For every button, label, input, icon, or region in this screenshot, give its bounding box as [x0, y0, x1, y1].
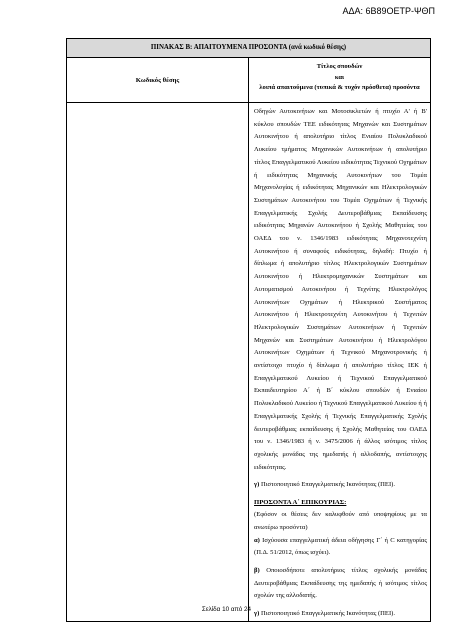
header-line-3: λοιπά απαιτούμενα (τυπικά & τυχόν πρόσθετα) προσόντα	[259, 84, 420, 91]
item-a-label: α)	[254, 536, 260, 544]
requirements-table	[66, 38, 431, 622]
item-g2-text: Πιστοποιητικό Επαγγελματικής Ικανότητας (ΠΕΙ).	[260, 610, 395, 618]
column-header-requirements	[249, 58, 431, 103]
item-b-text: Οποιοσδήποτε απολυτήριος τίτλος σχολικής μονάδας Δευτεροβάθμιας Εκπαίδευσης της ημεδαπής ή ισότιμος τίτλος σχολών της αλλοδαπής.	[254, 566, 427, 600]
main-requirements-text: Οδηγών Αυτοκινήτων και Μοτοσικλετών ή πτυχίο Α' ή Β' κύκλου σπουδών ΤΕΕ ειδικότητας Μηχανών και Συστημάτων Αυτοκινήτου ή απολυτήριο τίτλος Ενιαίου Πολυκλαδικού Λυκείου τμήματος Μηχανικών Αυτοκινήτων ή απολυτήριο τίτλος Επαγγελματικού Λυκείου ειδικότητας Τεχνικού Οχημάτων ή ειδικότητας Μηχανικής Αυτοκινήτων του Τομέα Μηχανολογίας ή ειδικότητας Μηχανικών και Ηλεκτρολογικών Συστημάτων Αυτοκινήτου του Τομέα Οχημάτων ή Τεχνικής Επαγγελματικής Σχολής Δευτεροβάθμιας Εκπαίδευσης ειδικότητας Μηχανών Αυτοκινήτου ή Σχολής Μαθητείας του ΟΑΕΔ του ν. 1346/1983 ειδικότητας Μηχανοτεχνίτη Αυτοκινήτου ή συναφούς ειδικότητας, δηλαδή: Πτυχίο ή δίπλωμα ή απολυτήριο τίτλος Ηλεκτρολογικών Συστημάτων Αυτοκινήτου ή Ηλεκτρομηχανικών Συστημάτων και Αυτοματισμού Αυτοκινήτου ή Τεχνίτης Ηλεκτρολόγος Αυτοκινήτων Οχημάτων ή Ηλεκτρικού Συστήματος Αυτοκινήτου ή Ηλεκτροτεχνίτη Αυτοκινήτου ή Τεχνιτών Ηλεκτρολογικών Συστημάτων Αυτοκινήτων ή Τεχνιτών Μηχανών και Συστημάτων Αυτοκινήτου ή Ηλεκτρολόγου Αυτοκινήτων Οχημάτων ή Τεχνικού Μηχανοτρονικής ή αντίστοιχο πτυχίο ή δίπλωμα ή απολυτήριο τίτλος ΙΕΚ ή Επαγγελματικού Λυκείου ή Τεχνικού Επαγγελματικού Εκπαιδευτηρίου Α΄ ή Β΄ κύκλου σπουδών ή Ενιαίου Πολυκλαδικού Λυκείου ή Τεχνικού Επαγγελματικού Λυκείου ή ή Επαγγελματικής Σχολής ή Τεχνικής Επαγγελματικής Σχολής δευτεροβάθμιας εκπαίδευσης ή Σχολής Μαθητείας του ΟΑΕΔ του ν. 1346/1983 ή ν. 3475/2006 ή άλλος ισότιμος τίτλος σχολικής μονάδας της ημεδαπής ή αλλοδαπής, αντίστοιχης ειδικότητας.	[254, 108, 427, 471]
header-line-1: Τίτλος σπουδών	[316, 63, 363, 70]
auxiliary-section-title: ΠΡΟΣΟΝΤΑ Α΄ ΕΠΙΚΟΥΡΙΑΣ:	[254, 499, 347, 507]
item-a	[254, 535, 427, 560]
ada-code: ΑΔΑ: 6Β89ΟΕΤΡ-ΨΘΠ	[342, 6, 435, 16]
item-b	[254, 565, 427, 603]
item-b-label: β)	[254, 566, 260, 574]
auxiliary-section-note: (Εφόσον οι θέσεις δεν καλυφθούν από υποψηφίους με τα ανωτέρω προσόντα)	[254, 511, 427, 531]
item-g1-text: Πιστοποιητικό Επαγγελματικής Ικανότητας (ΠΕΙ).	[260, 481, 395, 489]
header-line-2: και	[334, 73, 345, 81]
page-footer: Σελίδα 10 από 24	[201, 606, 252, 613]
column-header-code: Κωδικός θέσης	[67, 58, 249, 103]
item-a-text: Ισχύουσα επαγγελματική άδεια οδήγησης Γ΄ ή C κατηγορίας (Π.Δ. 51/2012, όπως ισχύει).	[254, 536, 427, 557]
position-code-cell	[67, 103, 249, 622]
table-title: ΠΙΝΑΚΑΣ Β: ΑΠΑΙΤΟΥΜΕΝΑ ΠΡΟΣΟΝΤΑ (ανά κωδικό θέσης)	[67, 39, 431, 58]
item-g1-label: γ)	[254, 481, 260, 489]
item-g2-label: γ)	[254, 610, 260, 618]
item-g1	[254, 479, 427, 492]
requirements-cell	[249, 103, 431, 622]
